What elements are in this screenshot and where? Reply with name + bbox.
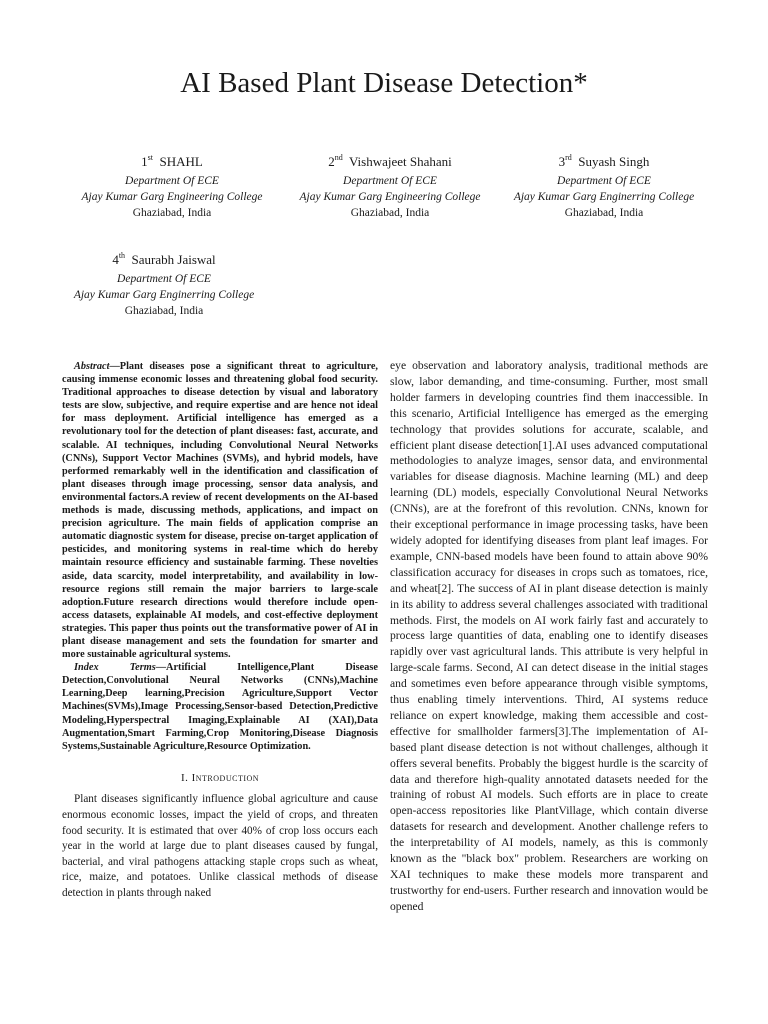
author-1 <box>62 153 282 221</box>
right-column <box>390 358 708 915</box>
author-organization: Ajay Kumar Garg Enginerring College <box>513 191 695 203</box>
author-3 <box>494 153 714 221</box>
author-department: Department Of ECE <box>557 175 651 187</box>
index-terms-label: Index Terms <box>74 662 156 674</box>
author-name: 2nd Vishwajeet Shahani <box>328 153 452 169</box>
author-organization: Ajay Kumar Garg Engineering College <box>299 191 481 203</box>
author-location: Ghaziabad, India <box>132 207 212 219</box>
author-department: Department Of ECE <box>117 273 211 285</box>
intro-paragraph-left: Plant diseases significantly influence global agriculture and cause enormous economic losses, impact the yield of crops, and threaten food security. It is estimated that over 40% of crop loss occurs each year in the world at large due to plant diseases caused by fungal, bacterial, and viral pathogens attacking staple crops such as wheat, rice, maize, and potatoes. Unlike classical methods of disease detection in plants through naked <box>62 793 378 899</box>
author-name: 3rd Suyash Singh <box>558 153 650 169</box>
author-name: 4th Saurabh Jaiswal <box>112 251 216 267</box>
abstract <box>62 360 378 661</box>
author-location: Ghaziabad, India <box>564 207 644 219</box>
abstract-label: Abstract <box>74 361 110 372</box>
author-department: Department Of ECE <box>125 175 219 187</box>
author-4 <box>54 251 274 319</box>
author-organization: Ajay Kumar Garg Engineering College <box>81 191 263 203</box>
author-location: Ghaziabad, India <box>124 305 204 317</box>
index-terms-text: —Artificial Intelligence,Plant Disease Detection,Convolutional Neural Networks (CNNs),Machine Learning,Deep learning,Precision Agriculture,Support Vector Machines(SVMs),Image Processing,Sensor-based Detection,Predictive Modeling,Hyperspectral Imaging,Explainable AI (XAI),Data Augmentation,Smart Farming,Crop Monitoring,Disease Diagnosis Systems,Sustainable Agriculture,Resource Optimization. <box>62 662 378 752</box>
intro-paragraph-right: eye observation and laboratory analysis, traditional methods are slow, labor demanding, and time-consuming. Further, most small holder farmers in developing countries find them inaccessible. In this scenario, Artificial Intelligence has emerged as the emerging technology that provides solutions for accurate, scalable, and efficient plant disease detection[1].AI uses advanced computational methodologies to analyze images, sensor data, and environmental variables for disease diagnosis. Machine learning (ML) and deep learning (DL) models, especially Convolutional Neural Networks (CNNs), are at the forefront of this revolution. CNNs, known for their exceptional performance in image processing tasks, have been widely adopted for identifying diseases from plant leaf images. For example, CNN-based models have been found to attain above 90% classification accuracy for diseases in crops such as tomatoes, rice, and wheat[2]. The success of AI in plant disease detection is mainly in its ability to address several challenges associated with traditional methods. First, the models on AI work fairly fast and accurately to process large quantities of data, enabling one to identify diseases rapidly over vast agricultural lands. This attribute is very helpful in large-scale farms. Second, AI can detect disease in the initial stages and sometimes even before appearance through visible symptoms, thus enabling timely interventions. Third, AI systems reduce reliance on expert knowledge, making them accessible and cost-effective for smallholder farmers[3].The implementation of AI-based plant disease detection is not without challenges, although it offers several benefits. Probably the biggest hurdle is the scarcity of data and therefore high-quality annotated datasets needed for the training of robust AI models. Such efforts are in place to create open-access repositories like PlantVillage, which contain diverse datasets for research and development. Another challenge refers to the interpretability of AI models, namely, as this is commonly known as the "black box" problem. Researchers are working on XAI techniques to make these models more transparent and trustworthy for end-users. Further research and innovation would be opened <box>390 359 708 913</box>
author-location: Ghaziabad, India <box>350 207 430 219</box>
author-name: 1st SHAHL <box>141 153 203 169</box>
author-2 <box>280 153 500 221</box>
left-column <box>62 360 378 902</box>
author-department: Department Of ECE <box>343 175 437 187</box>
abstract-text: —Plant diseases pose a significant threat to agriculture, causing immense economic losses and threatening global food security. Traditional approaches to disease detection by visual and laboratory tests are slow, subjective, and require expertise and are hence not ideal for mass deployment. Artificial intelligence has emerged as a revolutionary tool for the detection of plant diseases: fast, accurate, and scalable. AI techniques, including Convolutional Neural Networks (CNNs), Support Vector Machines (SVMs), and hybrid models, have performed remarkably well in the identification and classification of plant diseases through image processing, sensor data analysis, and environmental factors.A review of recent developments on the AI-based methods is made, discussing methods, applications, and impact on precision agriculture. The main fields of application comprise an automatic diagnostic system for disease, precise on-target application of pesticides, and monitoring systems in real-time which do hereby maintain resource efficiency and sustainable farming. These novelties aside, data scarcity, model interpretability, and availability in low-resource regions still remain the major barriers to large-scale adoption.Future research directions would therefore include open-access datasets, explainable AI models, and cost-effective deployment strategies. This paper thus points out the transformative power of AI in plant disease management and sets the foundation for smarter and more sustainable agricultural systems. <box>62 361 378 661</box>
paper-title: AI Based Plant Disease Detection* <box>180 67 588 99</box>
index-terms <box>62 661 378 753</box>
section-heading: I. Introduction <box>180 771 260 784</box>
author-organization: Ajay Kumar Garg Enginerring College <box>73 289 255 301</box>
